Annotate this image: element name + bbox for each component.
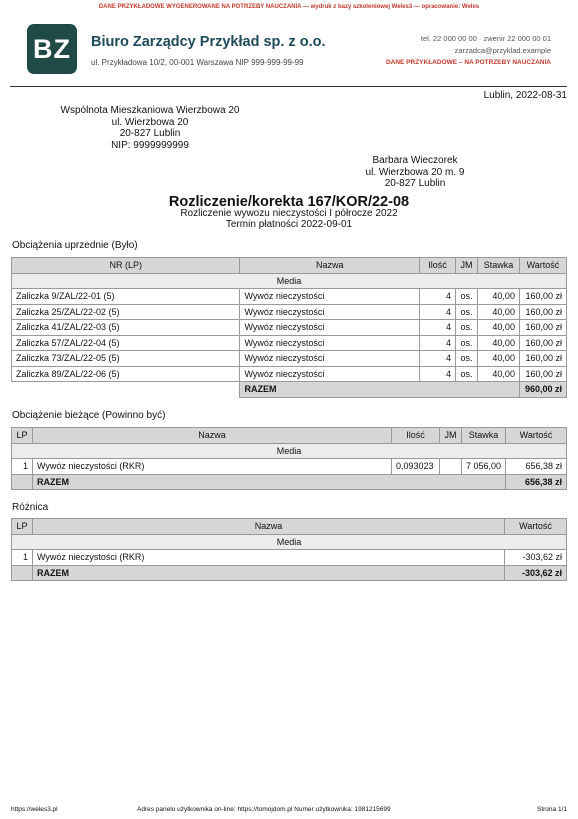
document-date: Lublin, 2022-08-31 [483,90,567,101]
table-row [12,289,567,305]
cell-value: 656,38 zł [506,459,567,475]
total-row [12,382,567,398]
table-row [12,320,567,336]
cell-name: Wywóz nieczystości (RKR) [32,550,504,566]
footer-user-panel: Adres panelu użytkownika on-line: https://tomojdom.pl Numer użytkownika: 1981215699 [137,806,391,813]
footer-website[interactable]: https://weles3.pl [11,806,58,813]
cell-name: Wywóz nieczystości [240,366,420,382]
company-logo: BZ [27,24,77,74]
table-header-row [12,428,567,444]
table-header-row [12,519,567,535]
recipient-name: Barbara Wieczorek [372,155,458,166]
cell-value: 160,00 zł [519,351,566,367]
section-title-previous: Obciążenia uprzednie (Było) [12,240,138,251]
buyer-address [55,105,245,151]
cell-name: Wywóz nieczystości [240,289,420,305]
sample-note: DANE PRZYKŁADOWE – NA POTRZEBY NAUCZANIA [385,59,551,66]
payment-due: Termin płatności 2022-09-01 [225,218,353,230]
cell-lp: 1 [12,459,33,475]
total-label: RAZEM [32,474,505,490]
cell-unit: os. [456,351,478,367]
current-charges-table [11,427,567,490]
sample-data-banner: DANE PRZYKŁADOWE WYGENEROWANE NA POTRZEBY NAUCZANIA — wydruk z bazy szkoleniowej Weles3 — opracowanie: Weles [98,4,480,10]
buyer-street: ul. Wierzbowa 20 [111,116,189,128]
cell-value: -303,62 zł [505,550,567,566]
previous-charges-table [11,257,567,398]
section-title-current: Obciążenie bieżące (Powinno być) [12,410,166,421]
total-row [12,565,567,581]
group-label: Media [12,443,567,459]
cell-qty: 4 [420,366,456,382]
cell-lp: 1 [12,550,33,566]
cell-nr: Zaliczka 25/ZAL/22-02 (5) [12,304,240,320]
col-rate: Stawka [477,258,519,274]
col-value: Wartość [506,428,567,444]
col-name: Nazwa [32,428,391,444]
cell-qty: 4 [420,351,456,367]
cell-qty: 4 [420,335,456,351]
cell-value: 160,00 zł [519,320,566,336]
table-row [12,550,567,566]
cell-rate: 40,00 [477,320,519,336]
footer-page-number: Strona 1/1 [537,806,567,813]
cell-qty: 0,093023 [392,459,440,475]
section-title-difference: Różnica [12,502,49,513]
cell-rate: 7 056,00 [461,459,505,475]
col-qty: Ilość [420,258,456,274]
cell-unit: os. [456,289,478,305]
table-row [12,459,567,475]
contact-phone: tel. 22 000 00 00 · zwenir 22 000 00 01 [420,34,551,43]
col-rate: Stawka [461,428,505,444]
col-lp: LP [12,519,33,535]
document-title: Rozliczenie/korekta 167/KOR/22-08 [168,194,410,210]
cell-name: Wywóz nieczystości (RKR) [32,459,391,475]
company-contact [386,33,551,69]
cell-rate: 40,00 [477,366,519,382]
col-value: Wartość [519,258,566,274]
total-label: RAZEM [240,382,519,398]
total-row [12,474,567,490]
buyer-city: 20-827 Lublin [119,128,181,139]
subtitle-text: Rozliczenie wywozu nieczystości I półrocze 2022 [180,208,398,219]
cell-value: 160,00 zł [519,304,566,320]
recipient-city: 20-827 Lublin [384,178,446,189]
company-address: ul. Przykładowa 10/2, 00-001 Warszawa NIP 999-999-99-99 [91,58,304,67]
cell-unit: os. [456,366,478,382]
group-row [12,273,567,289]
recipient-street: ul. Wierzbowa 20 m. 9 [365,166,465,178]
recipient-address [360,155,470,190]
cell-unit: os. [456,335,478,351]
cell-rate: 40,00 [477,335,519,351]
cell-nr: Zaliczka 9/ZAL/22-01 (5) [12,289,240,305]
document-subtitle [0,209,578,230]
col-name: Nazwa [240,258,420,274]
col-nr: NR (LP) [12,258,240,274]
total-label: RAZEM [32,565,504,581]
group-row [12,443,567,459]
col-value: Wartość [505,519,567,535]
total-value: -303,62 zł [505,565,567,581]
total-value: 656,38 zł [506,474,567,490]
col-lp: LP [12,428,33,444]
cell-unit: os. [456,304,478,320]
cell-value: 160,00 zł [519,335,566,351]
cell-nr: Zaliczka 89/ZAL/22-06 (5) [12,366,240,382]
table-header-row [12,258,567,274]
cell-unit: os. [456,320,478,336]
cell-rate: 40,00 [477,289,519,305]
table-row [12,335,567,351]
table-row [12,351,567,367]
cell-value: 160,00 zł [519,289,566,305]
difference-table [11,518,567,581]
cell-name: Wywóz nieczystości [240,320,420,336]
col-qty: Ilość [392,428,440,444]
cell-qty: 4 [420,304,456,320]
col-unit: JM [439,428,461,444]
header-divider [10,86,567,87]
cell-nr: Zaliczka 73/ZAL/22-05 (5) [12,351,240,367]
cell-name: Wywóz nieczystości [240,335,420,351]
cell-rate: 40,00 [477,304,519,320]
company-name: Biuro Zarządcy Przykład sp. z o.o. [91,34,326,50]
group-label: Media [12,534,567,550]
contact-email: zarzadca@przyklad.example [454,46,551,55]
cell-value: 160,00 zł [519,366,566,382]
col-name: Nazwa [32,519,504,535]
total-value: 960,00 zł [519,382,566,398]
table-row [12,366,567,382]
cell-nr: Zaliczka 57/ZAL/22-04 (5) [12,335,240,351]
cell-unit [439,459,461,475]
buyer-name: Wspólnota Mieszkaniowa Wierzbowa 20 [60,105,240,116]
group-row [12,534,567,550]
cell-nr: Zaliczka 41/ZAL/22-03 (5) [12,320,240,336]
cell-qty: 4 [420,289,456,305]
col-unit: JM [456,258,478,274]
cell-qty: 4 [420,320,456,336]
cell-rate: 40,00 [477,351,519,367]
buyer-nip: NIP: 9999999999 [111,139,189,151]
table-row [12,304,567,320]
group-label: Media [12,273,567,289]
cell-name: Wywóz nieczystości [240,304,420,320]
cell-name: Wywóz nieczystości [240,351,420,367]
